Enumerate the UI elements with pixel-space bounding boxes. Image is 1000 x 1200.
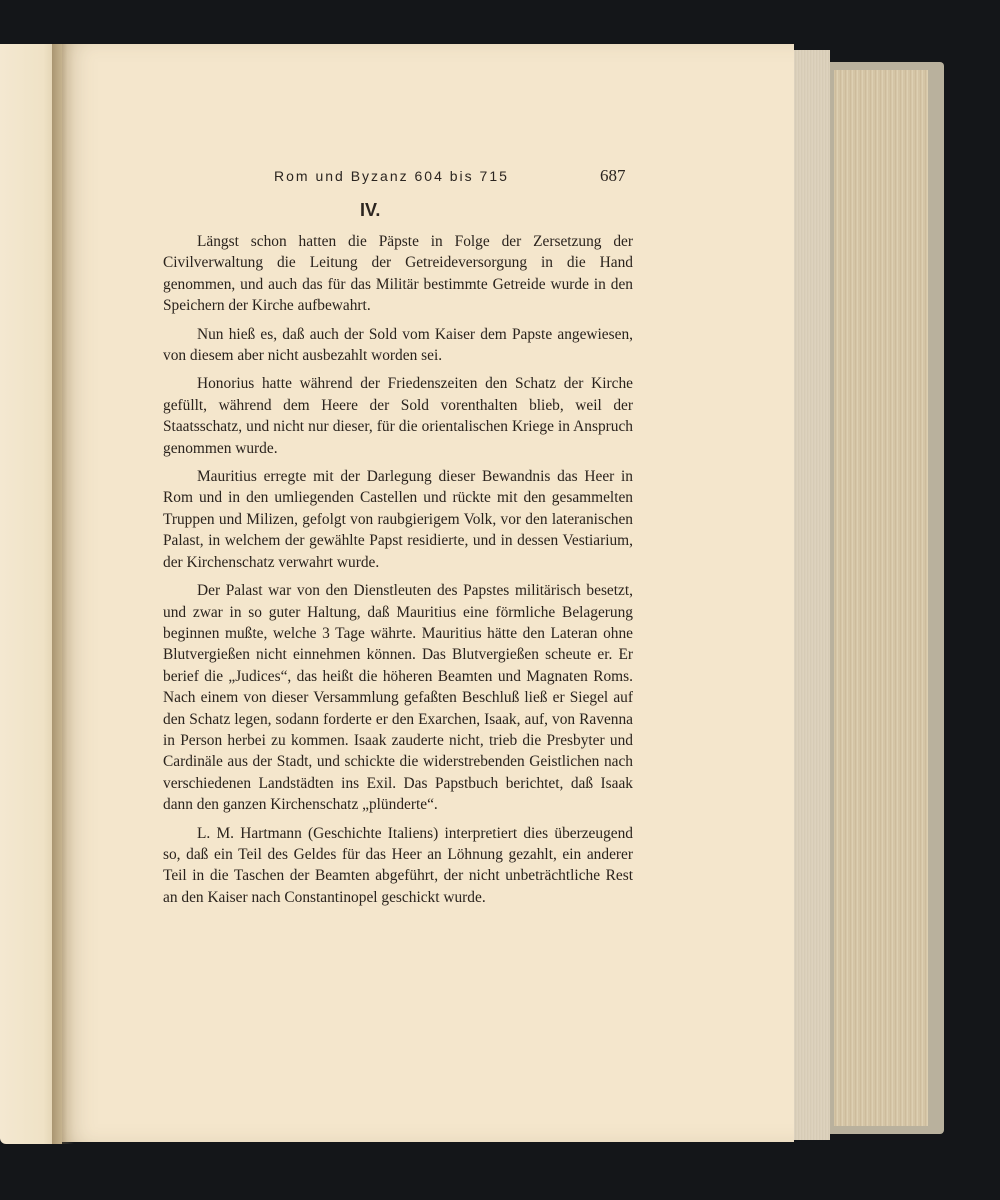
- page-stack-edges: [790, 50, 830, 1140]
- paragraph: Der Palast war von den Dienstleuten des Papstes militärisch besetzt, und zwar in so guter Haltung, daß Mauritius eine förmliche Belagerung beginnen mußte, welche 3 Tage währte. Mauritius hätte den Lateran ohne Blutvergießen nicht einnehmen können. Das Blutvergießen scheute er. Er berief die „Judices“, das heißt die höheren Beamten und Magnaten Roms. Nach einem von dieser Versammlung gefaßten Beschluß ließ er Siegel auf den Schatz legen, sodann forderte er den Exarchen, Isaak, auf, von Ravenna in Person herbei zu kommen. Isaak zauderte nicht, trieb die Presbyter und Cardinäle aus der Stadt, und schickte die widerstrebenden Geistlichen nach verschiedenen Landstädten ins Exil. Das Papstbuch berichtet, daß Isaak dann den ganzen Kirchenschatz „plünderte“.: [163, 582, 633, 814]
- paragraph: Mauritius erregte mit der Darlegung dieser Bewandnis das Heer in Rom und in den umliegenden Castellen und rückte mit den gesammelten Truppen und Milizen, gefolgt von raubgierigem Volk, vor den lateranischen Palast, in welchem der gewählte Papst residierte, und in dessen Vestiarium, der Kirchenschatz verwahrt wurde.: [163, 468, 633, 571]
- body-text: [163, 231, 633, 915]
- running-header-title: Rom und Byzanz 604 bis 715: [274, 168, 509, 184]
- paragraph: L. M. Hartmann (Geschichte Italiens) interpretiert dies überzeugend so, daß ein Teil des Geldes für das Heer an Löhnung gezahlt, ein anderer Teil in die Taschen der Beamten abgeführt, der nicht unbeträchtliche Rest an den Kaiser nach Constantinopel geschickt wurde.: [163, 824, 633, 906]
- paragraph: Längst schon hatten die Päpste in Folge der Zersetzung der Civilverwaltung die Leitung der Getreideversorgung in die Hand genommen, und auch das für das Militär bestimmte Getreide wurde in den Speichern der Kirche aufbewahrt.: [163, 233, 633, 315]
- paragraph: Nun hieß es, daß auch der Sold vom Kaiser dem Papste angewiesen, von diesem aber nicht ausbezahlt worden sei.: [163, 325, 633, 365]
- page-block-edge: [834, 70, 928, 1126]
- page-number: 687: [600, 166, 626, 185]
- paragraph: Honorius hatte während der Friedenszeiten den Schatz der Kirche gefüllt, während dem Heere der Sold vorenthalten blieb, weil der Staatsschatz, und nicht nur dieser, für die orientalischen Kriege in Anspruch genommen wurde.: [163, 375, 633, 457]
- section-heading: IV.: [360, 200, 381, 220]
- book-gutter-shadow: [52, 44, 74, 1144]
